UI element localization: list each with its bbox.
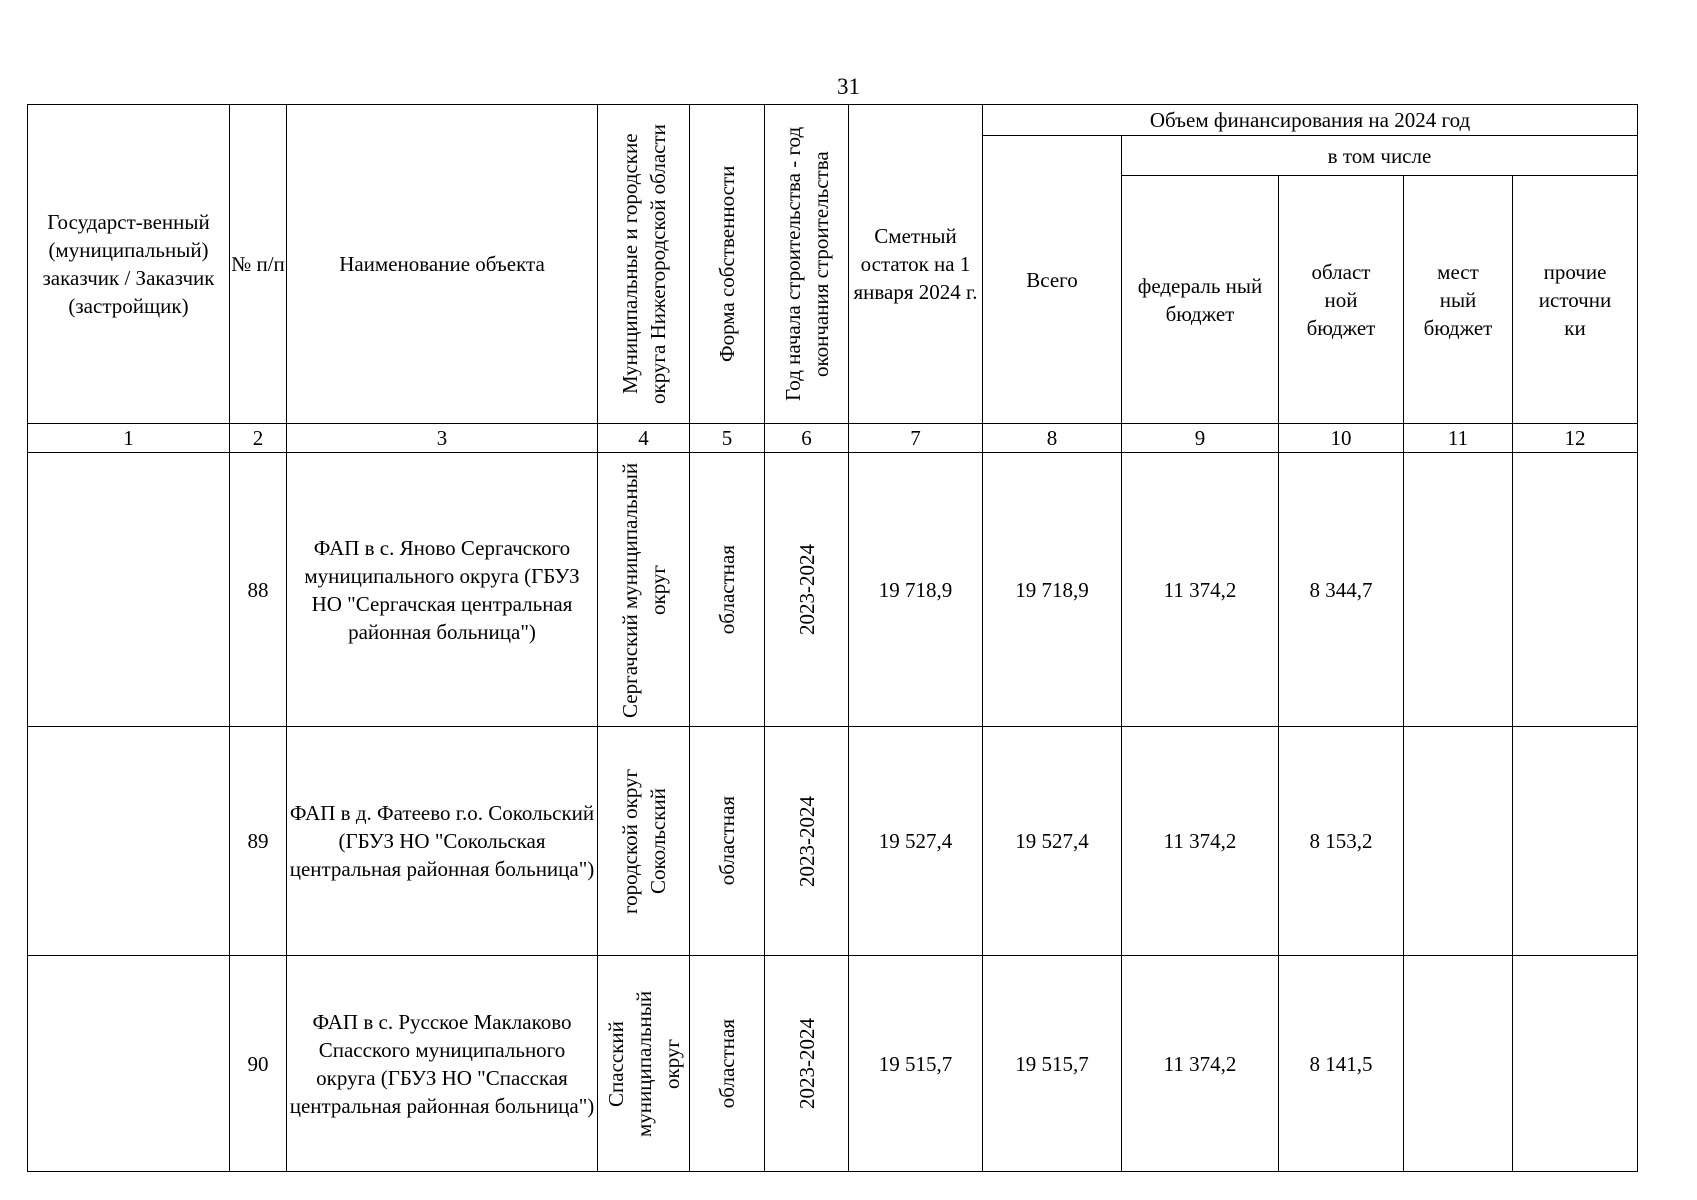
header-regional-budget: област ной бюджет	[1279, 176, 1404, 424]
district: городской округ Сокольский	[617, 768, 670, 914]
district: Сергачский муниципальный округ	[617, 461, 670, 718]
years-cell	[765, 453, 849, 727]
regional-budget: 8 153,2	[1279, 727, 1404, 956]
ownership-cell	[690, 956, 765, 1172]
customer-cell	[28, 453, 230, 727]
ownership-cell	[690, 727, 765, 956]
ownership: областная	[715, 796, 739, 886]
regional-budget: 8 141,5	[1279, 956, 1404, 1172]
financing-total: 19 718,9	[983, 453, 1122, 727]
header-local-budget: мест ный бюджет	[1404, 176, 1513, 424]
page-number: 31	[837, 74, 860, 99]
years-cell	[765, 727, 849, 956]
other-sources	[1513, 453, 1638, 727]
column-number: 4	[598, 424, 690, 453]
header-years: Год начала строительства - год окончания строительства	[780, 126, 833, 402]
header-federal-budget: федераль ный бюджет	[1122, 176, 1279, 424]
table-row	[28, 727, 1638, 956]
federal-budget: 11 374,2	[1122, 956, 1279, 1172]
column-number: 3	[287, 424, 598, 453]
object-name-cell	[287, 956, 598, 1172]
header-district-cell	[598, 105, 690, 424]
construction-years: 2023-2024	[794, 1018, 819, 1109]
row-number: 90	[230, 956, 287, 1172]
header-row-top	[28, 105, 1638, 136]
object-name: ФАП в д. Фатеево г.о. Сокольский (ГБУЗ НО "Сокольская центральная районная больница")	[289, 801, 595, 881]
table-row	[28, 453, 1638, 727]
column-number-row	[28, 424, 1638, 453]
header-district: Муниципальные и городские округа Нижегородской области	[617, 124, 670, 404]
federal-budget: 11 374,2	[1122, 453, 1279, 727]
object-name-cell	[287, 453, 598, 727]
ownership-cell	[690, 453, 765, 727]
column-number: 5	[690, 424, 765, 453]
header-financing: Объем финансирования на 2024 год	[983, 105, 1638, 136]
object-name-cell	[287, 727, 598, 956]
table-row	[28, 956, 1638, 1172]
ownership: областная	[715, 544, 739, 635]
financing-table	[27, 104, 1638, 1172]
other-sources	[1513, 956, 1638, 1172]
local-budget	[1404, 727, 1513, 956]
column-number: 9	[1122, 424, 1279, 453]
header-estimate-remainder: Сметный остаток на 1 января 2024 г.	[849, 105, 983, 424]
header-ownership: Форма собственности	[715, 165, 739, 363]
header-ownership-cell	[690, 105, 765, 424]
header-customer: Государст-венный (муниципальный) заказчик / Заказчик (застройщик)	[28, 105, 230, 424]
row-number: 89	[230, 727, 287, 956]
column-number: 7	[849, 424, 983, 453]
construction-years: 2023-2024	[794, 795, 819, 887]
column-number: 2	[230, 424, 287, 453]
estimate-remainder: 19 515,7	[849, 956, 983, 1172]
financing-total: 19 527,4	[983, 727, 1122, 956]
header-including: в том числе	[1122, 136, 1638, 176]
row-number: 88	[230, 453, 287, 727]
column-number: 10	[1279, 424, 1404, 453]
column-number: 11	[1404, 424, 1513, 453]
object-name: ФАП в с. Яново Сергачского муниципального округа (ГБУЗ НО "Сергачская центральная районная больница")	[304, 535, 580, 644]
district-cell	[598, 727, 690, 956]
customer-cell	[28, 727, 230, 956]
local-budget	[1404, 956, 1513, 1172]
estimate-remainder: 19 527,4	[849, 727, 983, 956]
ownership: областная	[715, 1018, 739, 1109]
district: Спасский муниципальный округ	[603, 990, 684, 1137]
header-years-cell	[765, 105, 849, 424]
column-number: 8	[983, 424, 1122, 453]
financing-total: 19 515,7	[983, 956, 1122, 1172]
header-row-number: № п/п	[230, 105, 287, 424]
column-number: 1	[28, 424, 230, 453]
header-other-sources: прочие источни ки	[1513, 176, 1638, 424]
years-cell	[765, 956, 849, 1172]
header-object-name: Наименование объекта	[287, 105, 598, 424]
column-number: 12	[1513, 424, 1638, 453]
object-name: ФАП в с. Русское Маклаково Спасского муниципального округа (ГБУЗ НО "Спасская центральная районная больница")	[289, 1009, 595, 1118]
header-total: Всего	[983, 136, 1122, 424]
customer-cell	[28, 956, 230, 1172]
regional-budget: 8 344,7	[1279, 453, 1404, 727]
district-cell	[598, 956, 690, 1172]
estimate-remainder: 19 718,9	[849, 453, 983, 727]
local-budget	[1404, 453, 1513, 727]
federal-budget: 11 374,2	[1122, 727, 1279, 956]
column-number: 6	[765, 424, 849, 453]
district-cell	[598, 453, 690, 727]
other-sources	[1513, 727, 1638, 956]
construction-years: 2023-2024	[794, 544, 819, 635]
